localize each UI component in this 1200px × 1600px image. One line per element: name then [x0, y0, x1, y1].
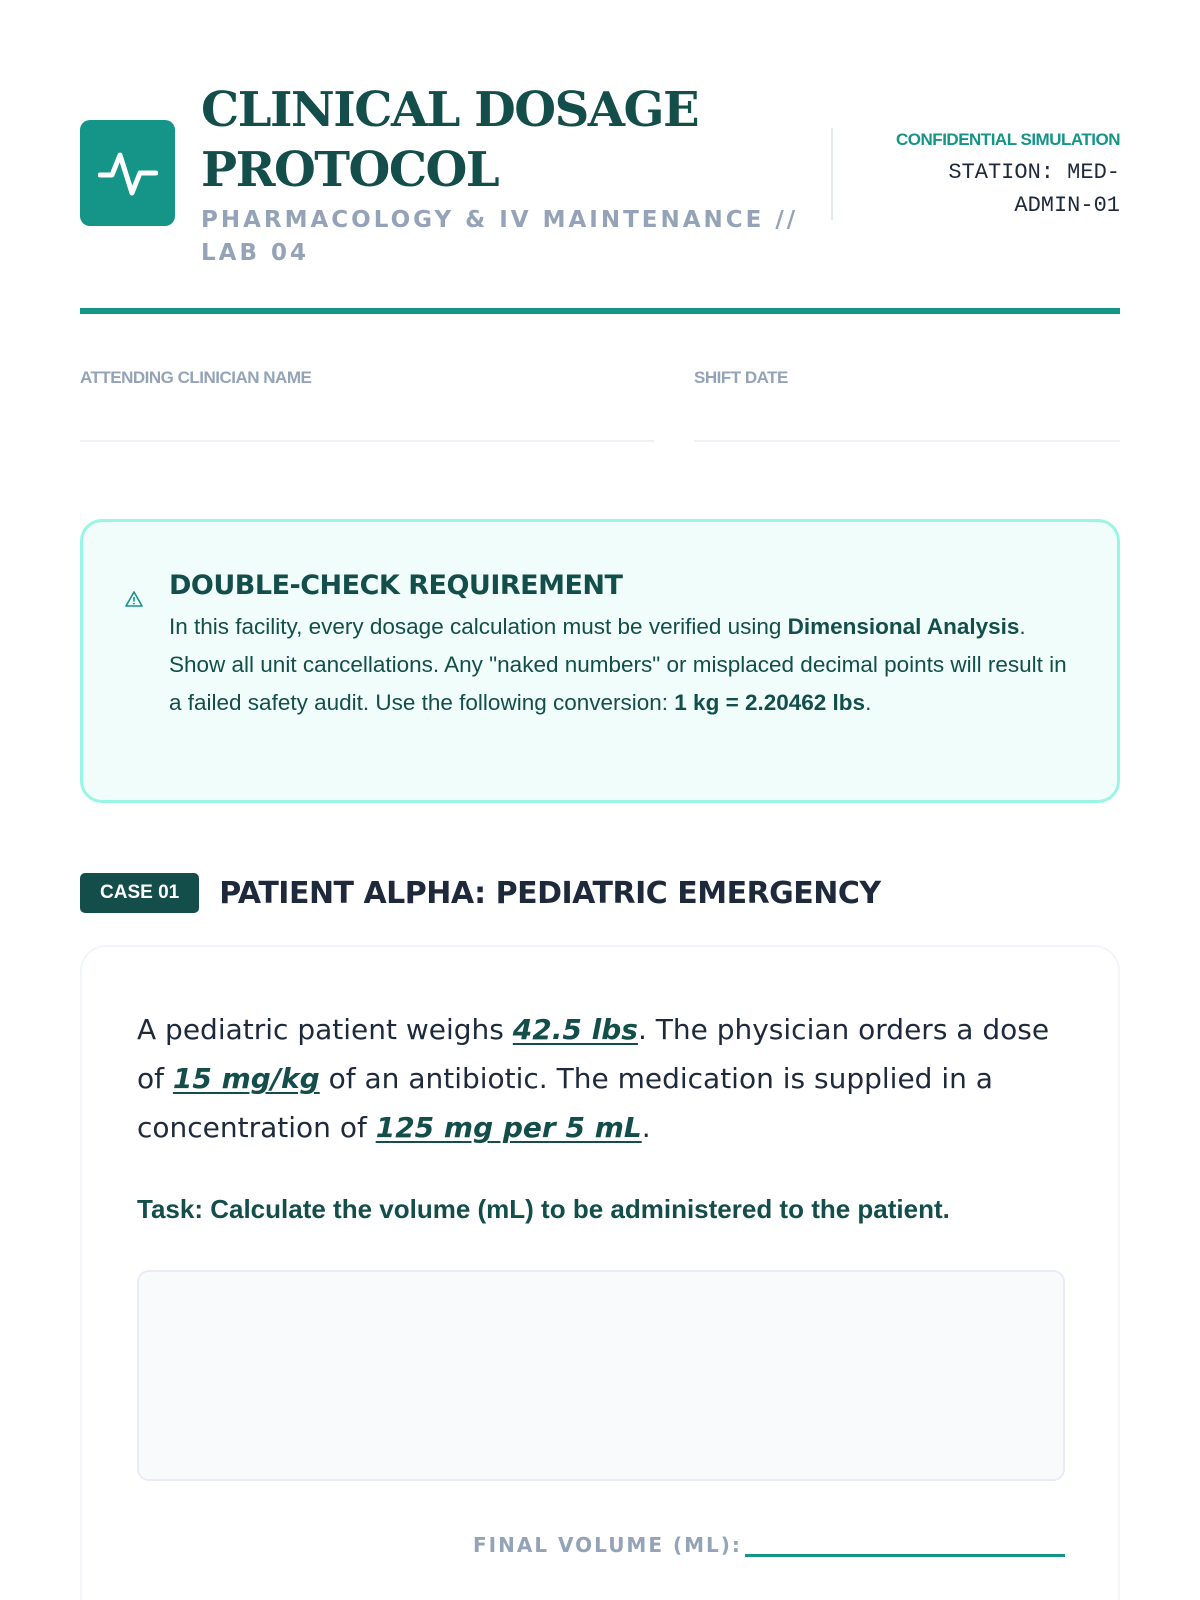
calculation-work-area[interactable]: [137, 1270, 1065, 1481]
alert-text-part: .: [865, 690, 872, 715]
confidential-label: CONFIDENTIAL SIMULATION: [896, 130, 1120, 149]
supplied-concentration: 125 mg per 5 mL: [375, 1111, 642, 1144]
page-subtitle: PHARMACOLOGY & IV MAINTENANCE // LAB 04: [201, 207, 799, 266]
shift-date-label: SHIFT DATE: [694, 368, 788, 387]
problem-text: A pediatric patient weighs: [137, 1013, 513, 1046]
problem-text: . The physician orders a dose of: [137, 1013, 1050, 1095]
station-id: STATION: MED-ADMIN-01: [948, 160, 1120, 218]
title-block: [201, 80, 801, 270]
document-header: [80, 80, 1120, 272]
alert-text-part: . Show all unit cancellations. Any "naked numbers" or misplaced decimal points will result in a failed safety audit. Use the following conversion:: [169, 614, 1067, 715]
alert-text: [169, 608, 1074, 722]
patient-weight: 42.5 lbs: [512, 1013, 638, 1046]
case-title: PATIENT ALPHA: PEDIATRIC EMERGENCY: [219, 875, 881, 911]
alert-body: [169, 568, 1074, 722]
shift-date-underline: [694, 440, 1120, 442]
clinician-name-label: ATTENDING CLINICIAN NAME: [80, 368, 312, 387]
clinician-name-underline: [80, 440, 654, 442]
alert-title: DOUBLE-CHECK REQUIREMENT: [169, 570, 623, 601]
double-check-alert: [80, 519, 1120, 803]
problem-statement: [137, 1005, 1067, 1152]
alert-emphasis-conversion: 1 kg = 2.20462 lbs: [674, 690, 866, 715]
final-volume-input[interactable]: [745, 1523, 1065, 1557]
case-header: [80, 873, 881, 913]
warning-triangle-icon: [125, 590, 143, 608]
header-divider: [831, 128, 833, 220]
pulse-waveform-icon: [98, 143, 158, 203]
header-rule: [80, 308, 1120, 314]
clinician-name-input[interactable]: [80, 400, 654, 438]
final-volume-label: FINAL VOLUME (ML):: [473, 1533, 742, 1557]
shift-date-field: [694, 368, 1120, 442]
task-instruction: Task: Calculate the volume (mL) to be administered to the patient.: [137, 1194, 950, 1224]
shift-date-input[interactable]: [694, 400, 1120, 438]
case-badge: CASE 01: [80, 873, 199, 913]
logo: [80, 120, 175, 226]
problem-text: of an antibiotic. The medication is supplied in a concentration of: [137, 1062, 993, 1144]
clinician-name-field: [80, 368, 654, 442]
alert-emphasis-method: Dimensional Analysis: [787, 614, 1020, 639]
header-meta: [860, 130, 1120, 222]
ordered-dose: 15 mg/kg: [172, 1062, 320, 1095]
alert-text-part: In this facility, every dosage calculation must be verified using: [169, 614, 788, 639]
page-title: CLINICAL DOSAGE PROTOCOL: [201, 82, 699, 198]
problem-text: .: [641, 1111, 651, 1144]
case-card: [80, 945, 1120, 1600]
